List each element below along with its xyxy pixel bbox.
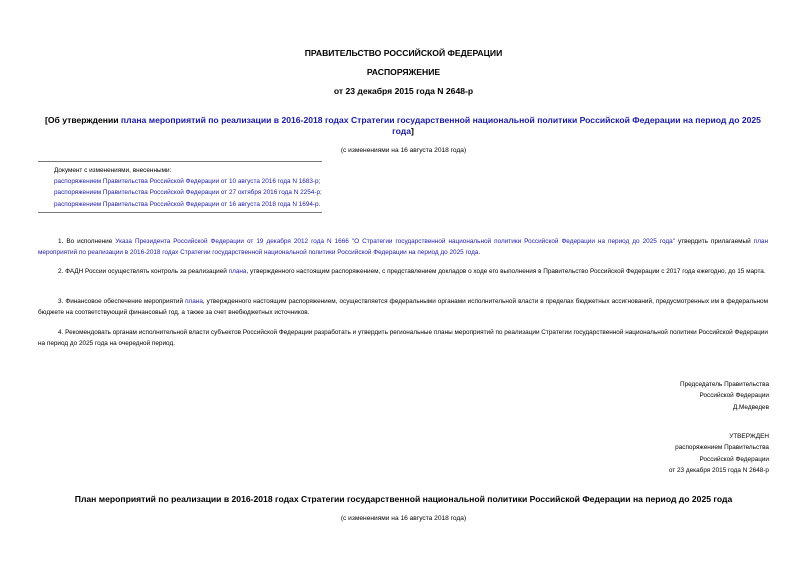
plan-revision-note: (с изменениями на 16 августа 2018 года) [340, 515, 467, 522]
document-title-open: [Об утверждении [45, 115, 121, 125]
signature-line-3: Д.Медведев [732, 403, 769, 411]
paragraph-1 [38, 236, 768, 259]
plan-link[interactable]: план мероприятий по реализации в 2016-2018 годах Стратегии государственной национальной политики Российской Федерации на период до 2025 года [38, 238, 769, 257]
revision-note: (с изменениями на 16 августа 2018 года) [340, 147, 467, 154]
approved-line-2: распоряжением Правительства [675, 444, 769, 452]
paragraph-4 [38, 327, 768, 350]
approved-line-1: УТВЕРЖДЕН [729, 433, 769, 440]
paragraph-3-text-2: , утвержденного настоящим распоряжением, осуществляется федеральными органами исполнительной власти в пределах бюджетных ассигнований, предусмотренных им в федеральном бюджете на соответствующий финансовый год, а также за счет внебюджетных источников. [38, 298, 769, 317]
document-title-link[interactable]: плана мероприятий по реализации в 2016-2018 годах Стратегии государственной национальной политики Российской Федерации на период до 2025 года [120, 115, 761, 136]
signature-line-2: Российской Федерации [699, 392, 769, 400]
paragraph-2 [38, 266, 768, 277]
paragraph-1-text: 1. Во исполнение [58, 238, 116, 245]
plan-link[interactable]: плана [228, 268, 247, 275]
plan-title: План мероприятий по реализации в 2016-2018 годах Стратегии государственной национальной политики Российской Федерации на период до 2025 года [74, 494, 733, 504]
approved-line-4: от 23 декабря 2015 года N 2648-р [668, 467, 769, 475]
paragraph-3-text: 3. Финансовое обеспечение мероприятий [58, 298, 186, 305]
approved-line-3: Российской Федерации [699, 455, 769, 463]
change-link[interactable]: распоряжением Правительства Российской Федерации от 27 октября 2016 года N 2254-р; [54, 189, 322, 197]
change-link[interactable]: распоряжением Правительства Российской Федерации от 10 августа 2016 года N 1683-р; [54, 178, 321, 186]
change-link[interactable]: распоряжением Правительства Российской Федерации от 16 августа 2018 года N 1694-р. [54, 200, 321, 208]
document-title [38, 115, 768, 137]
paragraph-1-text-3: . [478, 249, 481, 257]
changes-heading: Документ с изменениями, внесенными: [54, 167, 172, 174]
paragraph-3 [38, 296, 768, 319]
approved-block [469, 431, 769, 477]
paragraph-2-text-2: , утвержденного настоящим распоряжением, с представлением докладов о ходе его выполнения в Правительство Российской Федерации с 2017 года ежегодно, до 15 марта. [246, 268, 766, 275]
changes-top-divider [38, 161, 322, 162]
paragraph-4-text: 4. Рекомендовать органам исполнительной власти субъектов Российской Федерации разработать и утвердить региональные планы мероприятий по реализации Стратегии государственной национальной политики Российской Федерации на период до 2025 года на очередной период. [38, 329, 768, 348]
date-number-heading: от 23 декабря 2015 года N 2648-р [333, 86, 474, 96]
paragraph-1-text-2: утвердить прилагаемый [675, 238, 754, 245]
changes-bottom-divider [38, 212, 322, 213]
document-title-close: ] [410, 126, 414, 136]
signature-line-1: Председатель Правительства [680, 381, 769, 388]
doc-type-heading: РАСПОРЯЖЕНИЕ [366, 67, 441, 77]
changes-block [54, 165, 322, 210]
signature-block [469, 379, 769, 413]
government-heading: ПРАВИТЕЛЬСТВО РОССИЙСКОЙ ФЕДЕРАЦИИ [304, 48, 503, 58]
paragraph-2-text: 2. ФАДН России осуществлять контроль за реализацией [58, 268, 229, 275]
plan-link[interactable]: плана [185, 298, 203, 305]
decree-link[interactable]: Указа Президента Российской Федерации от 19 декабря 2012 года N 1666 "О Стратегии государственной национальной политики Российской Федерации на период до 2025 года" [115, 238, 675, 245]
